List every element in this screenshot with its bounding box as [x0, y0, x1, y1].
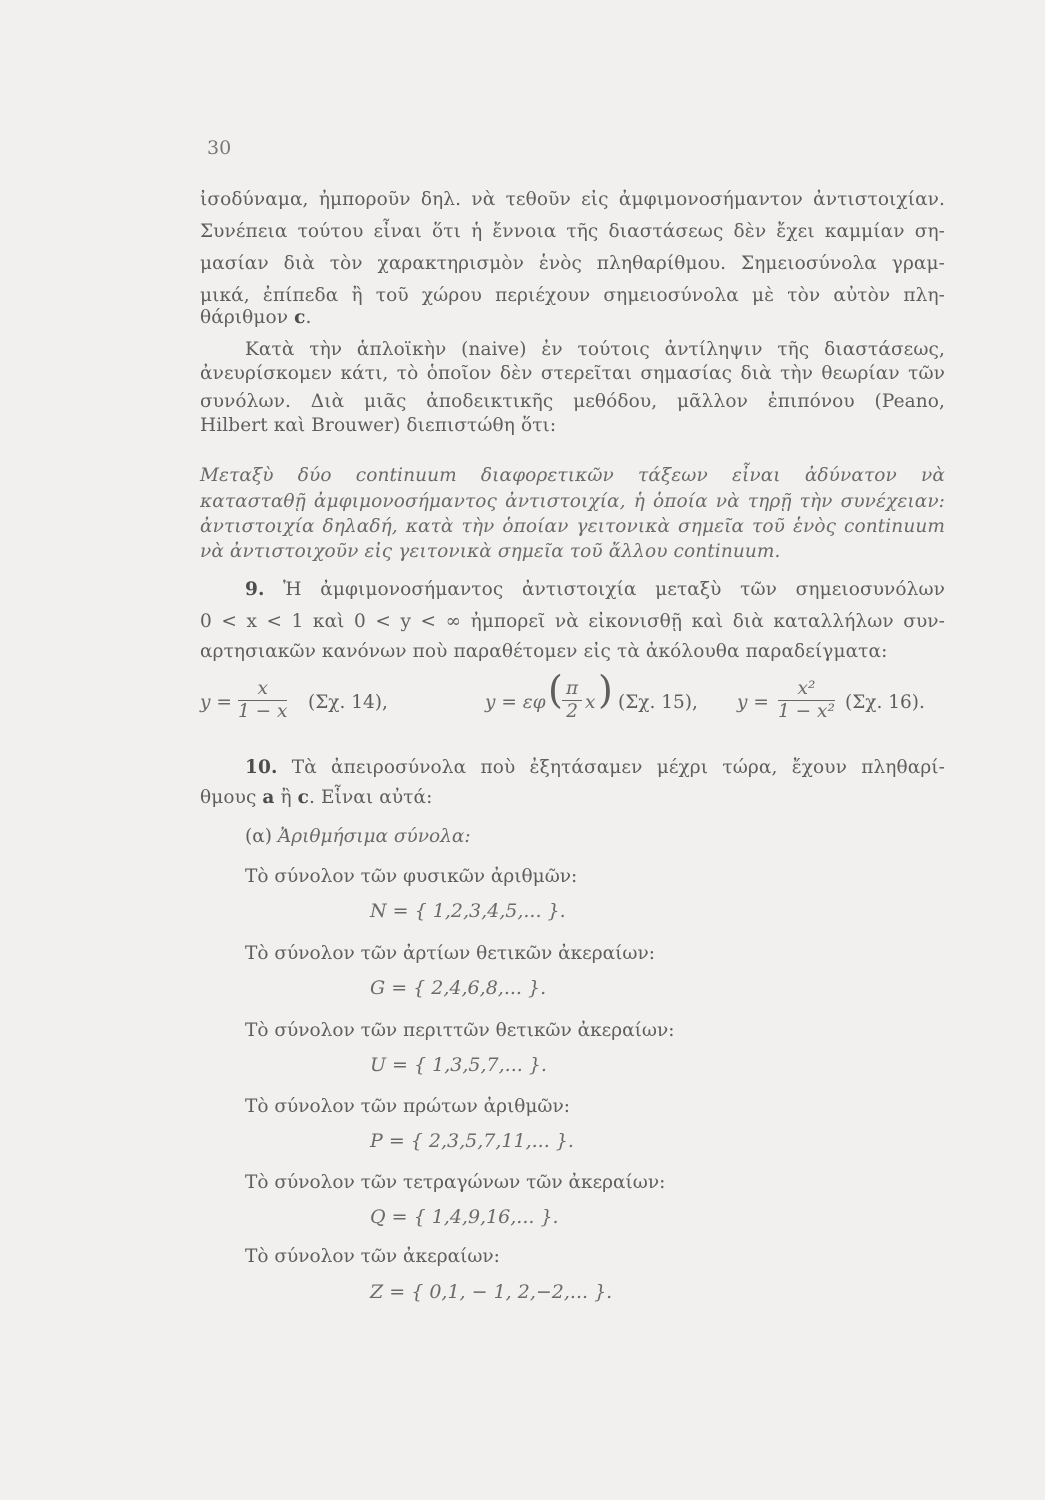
section9-line: 0 < x < 1 καὶ 0 < y < ∞ ἠμπορεῖ νὰ εἰκονισθῇ καὶ διὰ καταλλήλων συν-	[200, 611, 945, 632]
subheading-label: (α)	[245, 826, 272, 847]
cardinality-c: c	[297, 787, 310, 808]
para2-line: συνόλων. Διὰ μιᾶς ἀποδεικτικῆς μεθόδου, μᾶλλον ἐπιπόνου (Peano,	[200, 391, 945, 412]
section10-second-line	[200, 786, 945, 810]
para1-line: Συνέπεια τούτου εἶναι ὅτι ἡ ἔννοια τῆς διαστάσεως δὲν ἔχει καμμίαν ση-	[200, 221, 945, 242]
set-formula-integers: Z = { 0,1, − 1, 2,−2,... }.	[370, 1281, 613, 1303]
subheading	[245, 826, 471, 847]
set-label-squares: Τὸ σύνολον τῶν τετραγώνων τῶν ἀκεραίων:	[245, 1172, 666, 1193]
formula2-ref: (Σχ. 15),	[618, 692, 698, 713]
formula3-denominator: 1 − x²	[778, 701, 835, 722]
formula2-numerator: π	[562, 678, 582, 701]
para2-line: ἀνευρίσκομεν κάτι, τὸ ὁποῖον δὲν στερεῖται σημασίας διὰ τὴν θεωρίαν τῶν	[200, 363, 945, 384]
set-label-integers: Τὸ σύνολον τῶν ἀκεραίων:	[245, 1246, 500, 1267]
formula2-fraction	[562, 678, 582, 723]
set-label-even: Τὸ σύνολον τῶν ἀρτίων θετικῶν ἀκεραίων:	[245, 943, 655, 964]
theorem-line: Μεταξὺ δύο continuum διαφορετικῶν τάξεων εἶναι ἀδύνατον νὰ	[200, 465, 945, 486]
cardinality-a: a	[262, 787, 275, 808]
formula2-denominator: 2	[566, 701, 578, 722]
formula3-numerator: x²	[778, 678, 835, 701]
section9-line: Ἡ ἀμφιμονοσήμαντος ἀντιστοιχία μεταξὺ τῶν σημειοσυνόλων	[283, 579, 945, 600]
formula2-lhs: y = εφ	[485, 692, 546, 713]
formula1-ref: (Σχ. 14),	[308, 692, 388, 713]
set-label-natural: Τὸ σύνολον τῶν φυσικῶν ἀριθμῶν:	[245, 866, 578, 887]
theorem-line: κατασταθῇ ἀμφιμονοσήμαντος ἀντιστοιχία, ἡ ὁποία νὰ τηρῇ τὴν συνέχειαν:	[200, 491, 945, 512]
section9-line: αρτησιακῶν κανόνων ποὺ παραθέτομεν εἰς τὰ ἀκόλουθα παραδείγματα:	[200, 641, 888, 662]
formula3-lhs: y =	[737, 692, 769, 713]
formula1-fraction	[238, 678, 287, 723]
para1-last-line: θάριθμον c.	[200, 307, 312, 328]
formula1-denominator: 1 − x	[238, 701, 288, 722]
formula3-fraction	[778, 678, 835, 723]
section10-text: . Εἶναι αὐτά:	[309, 787, 433, 808]
page-number: 30	[207, 137, 232, 159]
formula3-ref: (Σχ. 16).	[845, 692, 925, 713]
formulas-row	[200, 668, 960, 738]
set-formula-natural: N = { 1,2,3,4,5,... }.	[370, 900, 566, 922]
set-label-primes: Τὸ σύνολον τῶν πρώτων ἀριθμῶν:	[245, 1096, 570, 1117]
section9-number: 9.	[245, 579, 265, 600]
para1-line: μασίαν διὰ τὸν χαρακτηρισμὸν ἑνὸς πληθαρίθμου. Σημειοσύνολα γραμ-	[200, 253, 945, 274]
para1-line: μικά, ἐπίπεδα ἢ τοῦ χώρου περιέχουν σημειοσύνολα μὲ τὸν αὐτὸν πλη-	[200, 285, 945, 306]
section9-first-line	[245, 578, 945, 602]
section10-text: θμους	[200, 787, 257, 808]
set-formula-odd: U = { 1,3,5,7,... }.	[370, 1054, 547, 1076]
section10-first-line	[245, 756, 945, 780]
theorem-line: νὰ ἀντιστοιχοῦν εἰς γειτονικὰ σημεῖα τοῦ ἄλλου continuum.	[200, 541, 781, 562]
right-paren-icon: )	[598, 668, 613, 712]
set-formula-even: G = { 2,4,6,8,... }.	[370, 977, 547, 999]
set-formula-squares: Q = { 1,4,9,16,... }.	[370, 1206, 559, 1228]
section10-text: ἢ	[280, 787, 292, 808]
left-paren-icon: (	[548, 668, 563, 712]
cardinality-c: c	[294, 307, 306, 328]
para1-last-text: θάριθμον	[200, 307, 289, 328]
subheading-text: Ἀριθμήσιμα σύνολα:	[277, 826, 471, 847]
para1-line: ἰσοδύναμα, ἠμποροῦν δηλ. νὰ τεθοῦν εἰς ἀμφιμονοσήμαντον ἀντιστοιχίαν.	[200, 189, 945, 210]
section10-line: Τὰ ἀπειροσύνολα ποὺ ἐξητάσαμεν μέχρι τώρα, ἔχουν πληθαρί-	[291, 757, 945, 778]
theorem-line: ἀντιστοιχία δηλαδή, κατὰ τὴν ὁποίαν γειτονικὰ σημεῖα τοῦ ἑνὸς continuum	[200, 516, 945, 537]
formula1-numerator: x	[238, 678, 287, 701]
set-formula-primes: P = { 2,3,5,7,11,... }.	[370, 1130, 574, 1152]
para2-line: Hilbert καὶ Brouwer) διεπιστώθη ὅτι:	[200, 415, 557, 436]
para2-line: Κατὰ τὴν ἁπλοϊκὴν (naive) ἐν τούτοις ἀντίληψιν τῆς διαστάσεως,	[245, 339, 945, 360]
formula2-variable: x	[585, 692, 596, 713]
section10-number: 10.	[245, 757, 278, 778]
formula1-lhs: y =	[200, 692, 232, 713]
set-label-odd: Τὸ σύνολον τῶν περιττῶν θετικῶν ἀκεραίων:	[245, 1020, 675, 1041]
